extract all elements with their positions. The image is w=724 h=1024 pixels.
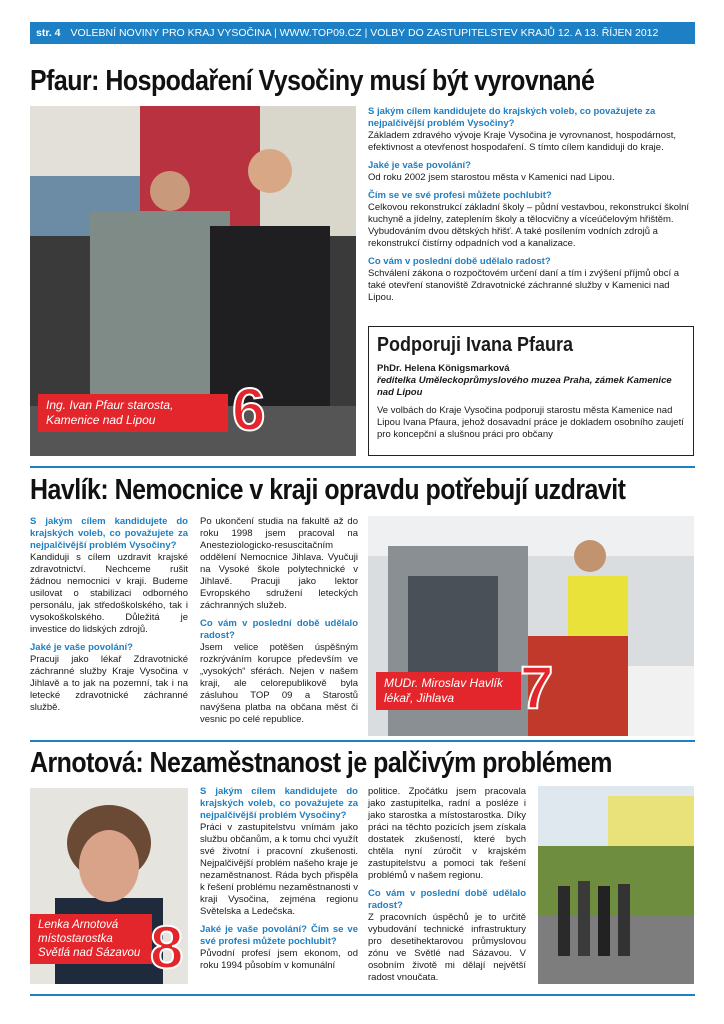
qa-havlik-col2 bbox=[200, 516, 358, 726]
answer: Schválení zákona o rozpočtovém určení daní a tím i zvýšení příjmů obcí a také otevření stanoviště Zdravotnické záchranné služby v Kamenici nad Lipou. bbox=[368, 268, 680, 303]
headline-havlik: Havlík: Nemocnice v kraji opravdu potřebují uzdravit bbox=[30, 474, 626, 506]
question: Jaké je vaše povolání? Čím se ve své profesi můžete pochlubit? bbox=[200, 924, 358, 947]
caption-havlik: MUDr. Miroslav Havlík lékař, Jihlava bbox=[376, 672, 521, 710]
divider bbox=[30, 466, 695, 468]
answer: Práci v zastupitelstvu vnímám jako službu občanům, a k tomu chci využít své životní i pracovní zkušenosti. Nejpalčivější problém našeho kraje je nezaměstnanost. Ráda bych přispěla k řešení problému nezaměstnanosti v kraji Vysočina, zejména regionu Světelska a Ledečska. bbox=[200, 822, 358, 917]
support-box-title: Podporuji Ivana Pfaura bbox=[377, 334, 574, 356]
qa-havlik-col1 bbox=[30, 516, 188, 714]
headline-arnotova: Arnotová: Nezaměstnanost je palčivým problémem bbox=[30, 747, 612, 779]
header-text: VOLEBNÍ NOVINY PRO KRAJ VYSOČINA | WWW.TOP09.CZ | VOLBY DO ZASTUPITELSTEV KRAJŮ 12. A 13. ŘÍJEN 2012 bbox=[70, 27, 659, 39]
page-header-bar bbox=[30, 22, 695, 44]
question: Co vám v poslední době udělalo radost? bbox=[368, 888, 526, 911]
question: Čím se ve své profesi můžete pochlubit? bbox=[368, 190, 552, 201]
page-number: str. 4 bbox=[36, 27, 61, 39]
answer: Kandiduji s cílem uzdravit krajské zdravotnictví. Nechceme rušit žádnou nemocnici v kraji. Budeme usilovat o stabilizaci odborného personálu, jak středoškolského, tak i vysokoškolského. Důležitá je investice do lidských zdrojů. bbox=[30, 552, 188, 635]
candidate-number-8: 8 bbox=[150, 914, 184, 981]
question: Jaké je vaše povolání? bbox=[30, 642, 133, 653]
photo-arnotova-event bbox=[538, 786, 694, 984]
question: Co vám v poslední době udělalo radost? bbox=[200, 618, 358, 641]
question: Jaké je vaše povolání? bbox=[368, 160, 471, 171]
answer: Celkovou rekonstrukcí základní školy – půdní vestavbou, rekonstrukcí školní kuchyně a jídelny, zateplením školy a tělocvičny a víceúčelovým hřištěm. Vybudováním dvou dětských hřišť. A také posílením vodních zdrojů a rekonstrukcí čistírny odpadních vod a kanalizace. bbox=[368, 202, 690, 249]
answer: Z pracovních úspěchů je to určitě vybudování technické infrastruktury pro desetihektarovou průmyslovou zónu ve Světlé nad Sázavou. V osobním životě mi dělají největší radost vnoučata. bbox=[368, 912, 526, 983]
answer: Jsem velice potěšen úspěšným rozkrýváním korupce především ve „vysokých“ sférách. Nejen v našem kraji, ale celorepublikově byla zásluhou TOP 09 a Starostů navýšena platba na občana měst či vesnic po celé republice. bbox=[200, 642, 358, 725]
answer: Základem zdravého vývoje Kraje Vysočina je vyrovnanost, hospodárnost, efektivnost a otevřenost hospodaření. S tímto cílem kandiduji do kraje. bbox=[368, 130, 677, 153]
supporter-role: ředitelka Uměleckoprůmyslového muzea Praha, zámek Kamenice nad Lipou bbox=[377, 375, 672, 398]
support-text: Ve volbách do Kraje Vysočina podporuji starostu města Kamenice nad Lipou Ivana Pfaura, jehož dosavadní práce je dokladem osobního zaujetí pro koncepční a slušnou práci pro občany bbox=[377, 405, 684, 440]
candidate-number-6: 6 bbox=[232, 376, 266, 443]
support-box bbox=[368, 326, 694, 456]
divider bbox=[30, 740, 695, 742]
candidate-number-7: 7 bbox=[520, 654, 554, 721]
answer: Pracuji jako lékař Zdravotnické záchranné služby Kraje Vysočina v Jihlavě a to jak na pozemní, tak i na letecké zdravotnické záchranné službě. bbox=[30, 654, 188, 713]
caption-pfaur: Ing. Ivan Pfaur starosta, Kamenice nad Lipou bbox=[38, 394, 228, 432]
divider bbox=[30, 994, 695, 996]
qa-arnotova-col1 bbox=[200, 786, 358, 972]
qa-pfaur bbox=[368, 106, 694, 304]
supporter-name: PhDr. Helena Königsmarková bbox=[377, 363, 510, 374]
question: S jakým cílem kandidujete do krajských voleb, co považujete za nejpalčivější problém Vysočiny? bbox=[368, 106, 656, 129]
headline-pfaur: Pfaur: Hospodaření Vysočiny musí být vyrovnané bbox=[30, 65, 595, 97]
answer: Původní profesí jsem ekonom, od roku 1994 působím v komunální bbox=[200, 948, 358, 971]
qa-arnotova-col2 bbox=[368, 786, 526, 984]
answer: Od roku 2002 jsem starostou města v Kamenici nad Lipou. bbox=[368, 172, 615, 183]
question: Co vám v poslední době udělalo radost? bbox=[368, 256, 551, 267]
answer: politice. Zpočátku jsem pracovala jako zastupitelka, radní a posléze i jako starostka a místostarostka. Díky práci na těchto pozicích jsem získala dostatek zkušeností, které bych chtěla nyní zúročit v krajském zastupitelstvu a pomoci tak řešení problémů v našem regionu. bbox=[368, 786, 526, 881]
question: S jakým cílem kandidujete do krajských voleb, co považujete za nejpalčivější problém Vysočiny? bbox=[30, 516, 188, 551]
answer: Po ukončení studia na fakultě až do roku 1998 jsem pracoval na Anesteziologicko-resuscitačním oddělení Nemocnice Jihlava. Vyučuji na Vysoké škole polytechnické v Jihlavě. Pracuji jako lektor Evropského sdružení leteckých záchranných služeb. bbox=[200, 516, 358, 611]
caption-arnotova: Lenka Arnotová místostarostka Světlá nad Sázavou bbox=[30, 914, 152, 964]
question: S jakým cílem kandidujete do krajských voleb, co považujete za nejpalčivější problém Vysočiny? bbox=[200, 786, 358, 821]
